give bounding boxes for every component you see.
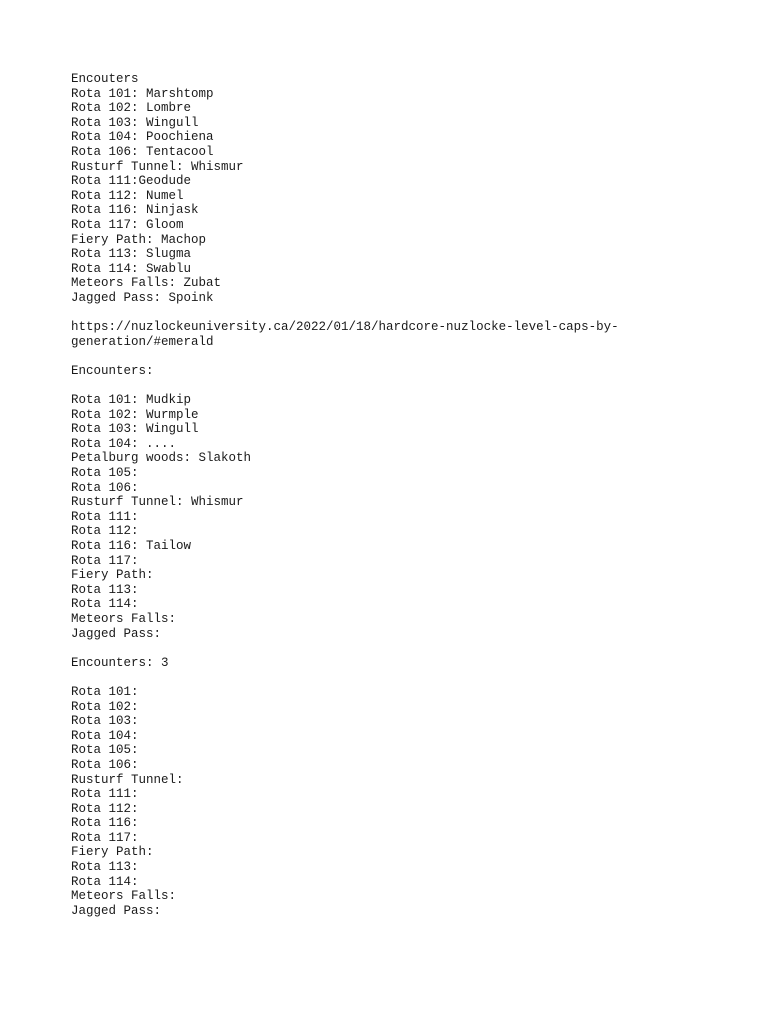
section2-heading: Encounters: <box>71 363 154 378</box>
list-item: Rota 104: <box>71 728 139 743</box>
list-item: Rota 104: Poochiena <box>71 130 214 145</box>
list-item: Rota 105: <box>71 743 139 758</box>
list-item: Rota 113: <box>71 860 139 875</box>
section1-list <box>71 87 711 306</box>
section2-list <box>71 393 711 641</box>
list-item: Rota 116: <box>71 816 139 831</box>
section3-list <box>71 685 711 919</box>
list-item: Rota 111: <box>71 509 139 524</box>
list-item: Rota 113: <box>71 582 139 597</box>
list-item: Meteors Falls: Zubat <box>71 276 222 291</box>
list-item: Rota 116: Ninjask <box>71 203 199 218</box>
list-item: Rota 103: <box>71 714 139 729</box>
list-item: Rota 102: Wurmple <box>71 407 199 422</box>
blank-line <box>71 378 711 393</box>
list-item: Rota 117: <box>71 553 139 568</box>
list-item: Fiery Path: <box>71 845 154 860</box>
list-item: Rota 103: Wingull <box>71 422 199 437</box>
list-item: Rota 114: <box>71 874 139 889</box>
list-item: Meteors Falls: <box>71 611 177 626</box>
list-item: Rusturf Tunnel: Whismur <box>71 495 244 510</box>
document-page <box>71 72 711 918</box>
list-item: Jagged Pass: <box>71 626 162 641</box>
list-item: Rota 117: Gloom <box>71 217 184 232</box>
list-item: Rota 114: Swablu <box>71 261 192 276</box>
list-item: Rota 101: Mudkip <box>71 393 192 408</box>
list-item: Rota 106: Tentacool <box>71 144 214 159</box>
list-item: Rota 104: .... <box>71 436 177 451</box>
list-item: Rota 114: <box>71 597 139 612</box>
list-item: Jagged Pass: <box>71 903 162 918</box>
list-item: Rota 111: <box>71 787 139 802</box>
list-item: Rusturf Tunnel: Whismur <box>71 159 244 174</box>
list-item: Rota 102: Lombre <box>71 101 192 116</box>
blank-line <box>71 670 711 685</box>
list-item: Rota 113: Slugma <box>71 247 192 262</box>
list-item: Rota 102: <box>71 699 139 714</box>
list-item: Rusturf Tunnel: <box>71 772 184 787</box>
list-item: Rota 111:Geodude <box>71 174 192 189</box>
list-item: Rota 117: <box>71 830 139 845</box>
list-item: Fiery Path: <box>71 568 154 583</box>
list-item: Rota 116: Tailow <box>71 539 192 553</box>
list-item: Rota 112: <box>71 524 139 539</box>
blank-line <box>71 641 711 656</box>
level-caps-link[interactable] <box>71 320 711 349</box>
list-item: Rota 101: <box>71 684 139 699</box>
list-item: Rota 106: <box>71 480 139 495</box>
list-item: Meteors Falls: <box>71 889 177 904</box>
list-item: Fiery Path: Machop <box>71 232 207 247</box>
link-text-line2: generation/#emerald <box>71 334 214 349</box>
link-text-line1: https://nuzlockeuniversity.ca/2022/01/18/hardcore-nuzlocke-level-caps-by- <box>71 320 619 335</box>
section3-heading: Encounters: 3 <box>71 655 169 670</box>
list-item: Rota 105: <box>71 466 139 481</box>
list-item: Jagged Pass: Spoink <box>71 290 214 305</box>
blank-line <box>71 306 711 321</box>
list-item: Rota 106: <box>71 757 139 772</box>
list-item: Rota 112: <box>71 801 139 816</box>
blank-line <box>71 349 711 364</box>
list-item: Rota 101: Marshtomp <box>71 86 214 101</box>
list-item: Petalburg woods: Slakoth <box>71 451 252 466</box>
list-item: Rota 112: Numel <box>71 188 184 203</box>
section1-heading: Encouters <box>71 72 139 86</box>
list-item: Rota 103: Wingull <box>71 115 199 130</box>
